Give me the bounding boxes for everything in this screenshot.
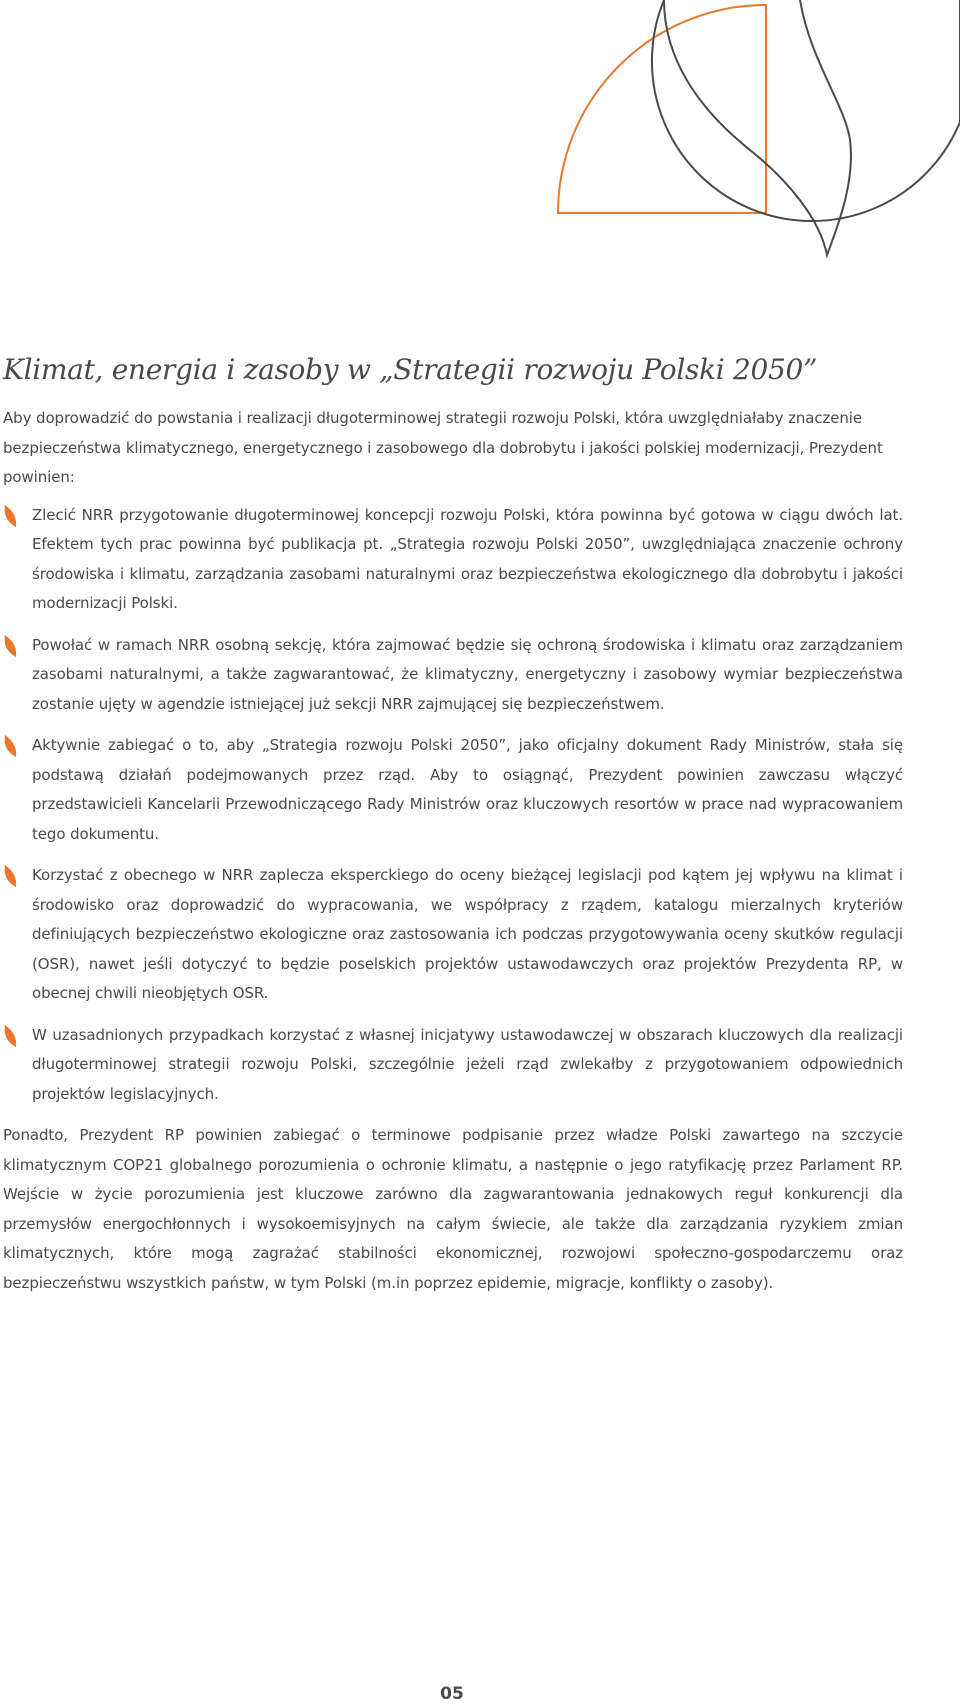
list-item-text: Powołać w ramach NRR osobną sekcję, która zajmować będzie się ochroną środowiska i klimatu oraz zarządzaniem zasobami naturalnymi, a także zagwarantować, że klimatyczny, energetyczny i zasobowy wymiar bezpieczeństwa zostanie ujęty w agendzie istniejącej już sekcji NRR zajmującej się bezpieczeństwem. (32, 635, 903, 713)
list-item-text: Aktywnie zabiegać o to, aby „Strategia rozwoju Polski 2050”, jako oficjalny dokument Rady Ministrów, stała się podstawą działań podejmowanych przez rząd. Aby to osiągnąć, Prezydent powinien zawczasu włączyć przedstawicieli Kancelarii Przewodniczącego Rady Ministrów oraz kluczowych resortów w prace nad wypracowaniem tego dokumentu. (32, 736, 903, 843)
orange-half-circle-icon (558, 5, 766, 213)
list-item (3, 861, 903, 1009)
section-title: Klimat, energia i zasoby w „Strategii rozwoju Polski 2050” (3, 353, 818, 386)
leaf-bullet-icon (3, 505, 17, 527)
list-item (3, 501, 903, 619)
closing-paragraph: Ponadto, Prezydent RP powinien zabiegać o terminowe podpisanie przez władze Polski zawartego na szczycie klimatycznym COP21 globalnego porozumienia o ochronie klimatu, a następnie o jego ratyfikację przez Parlament RP. Wejście w życie porozumienia jest kluczowe zarówno dla zagwarantowania jednakowych reguł konkurencji dla przemysłów energochłonnych i wysokoemisyjnych na całym świecie, ale także dla zarządzania ryzykiem zmian klimatycznych, które mogą zagrażać stabilności ekonomicznej, rozwojowi społeczno-gospodarczemu oraz bezpieczeństwu wszystkich państw, w tym Polski (m.in poprzez epidemie, migracje, konflikty o zasoby). (3, 1126, 903, 1292)
leaf-bullet-icon (3, 735, 17, 757)
intro-paragraph: Aby doprowadzić do powstania i realizacji długoterminowej strategii rozwoju Polski, która uwzględniałaby znaczenie bezpieczeństwa klimatycznego, energetycznego i zasobowego dla dobrobytu i jakości polskiej modernizacji, Prezydent powinien: (3, 409, 883, 486)
list-item (3, 731, 903, 849)
leaf-bullet-icon (3, 635, 17, 657)
leaf-bullet-icon (3, 1025, 17, 1047)
recommendation-list (3, 501, 903, 1110)
document-body (3, 350, 903, 1298)
header-decoration (0, 0, 960, 270)
dark-drop-outline-icon (664, 0, 851, 255)
list-item (3, 631, 903, 720)
list-item-text: W uzasadnionych przypadkach korzystać z własnej inicjatywy ustawodawczej w obszarach kluczowych dla realizacji długoterminowej strategii rozwoju Polski, szczególnie jeżeli rząd zwlekałby z przygotowaniem odpowiednich projektów legislacyjnych. (32, 1025, 903, 1103)
list-item-text: Zlecić NRR przygotowanie długoterminowej koncepcji rozwoju Polski, która powinna być gotowa w ciągu dwóch lat. Efektem tych prac powinna być publikacja pt. „Strategia rozwoju Polski 2050”, uwzględniająca znaczenie ochrony środowiska i klimatu, zarządzania zasobami naturalnymi oraz bezpieczeństwa ekologicznego dla dobrobytu i jakości modernizacji Polski. (32, 505, 903, 612)
page-number: 05 (440, 1684, 464, 1704)
list-item (3, 1021, 903, 1110)
list-item-text: Korzystać z obecnego w NRR zaplecza eksperckiego do oceny bieżącej legislacji pod kątem jej wpływu na klimat i środowisko oraz doprowadzić do wypracowania, we współpracy z rządem, katalogu mierzalnych kryteriów definiujących bezpieczeństwo ekologiczne oraz zastosowania ich podczas przygotowywania oceny skutków regulacji (OSR), nawet jeśli dotyczyć to będzie poselskich projektów ustawodawczych oraz projektów Prezydenta RP, w obecnej chwili nieobjętych OSR. (32, 866, 903, 1002)
leaf-bullet-icon (3, 865, 17, 887)
dark-circle-segment-icon (652, 0, 960, 221)
